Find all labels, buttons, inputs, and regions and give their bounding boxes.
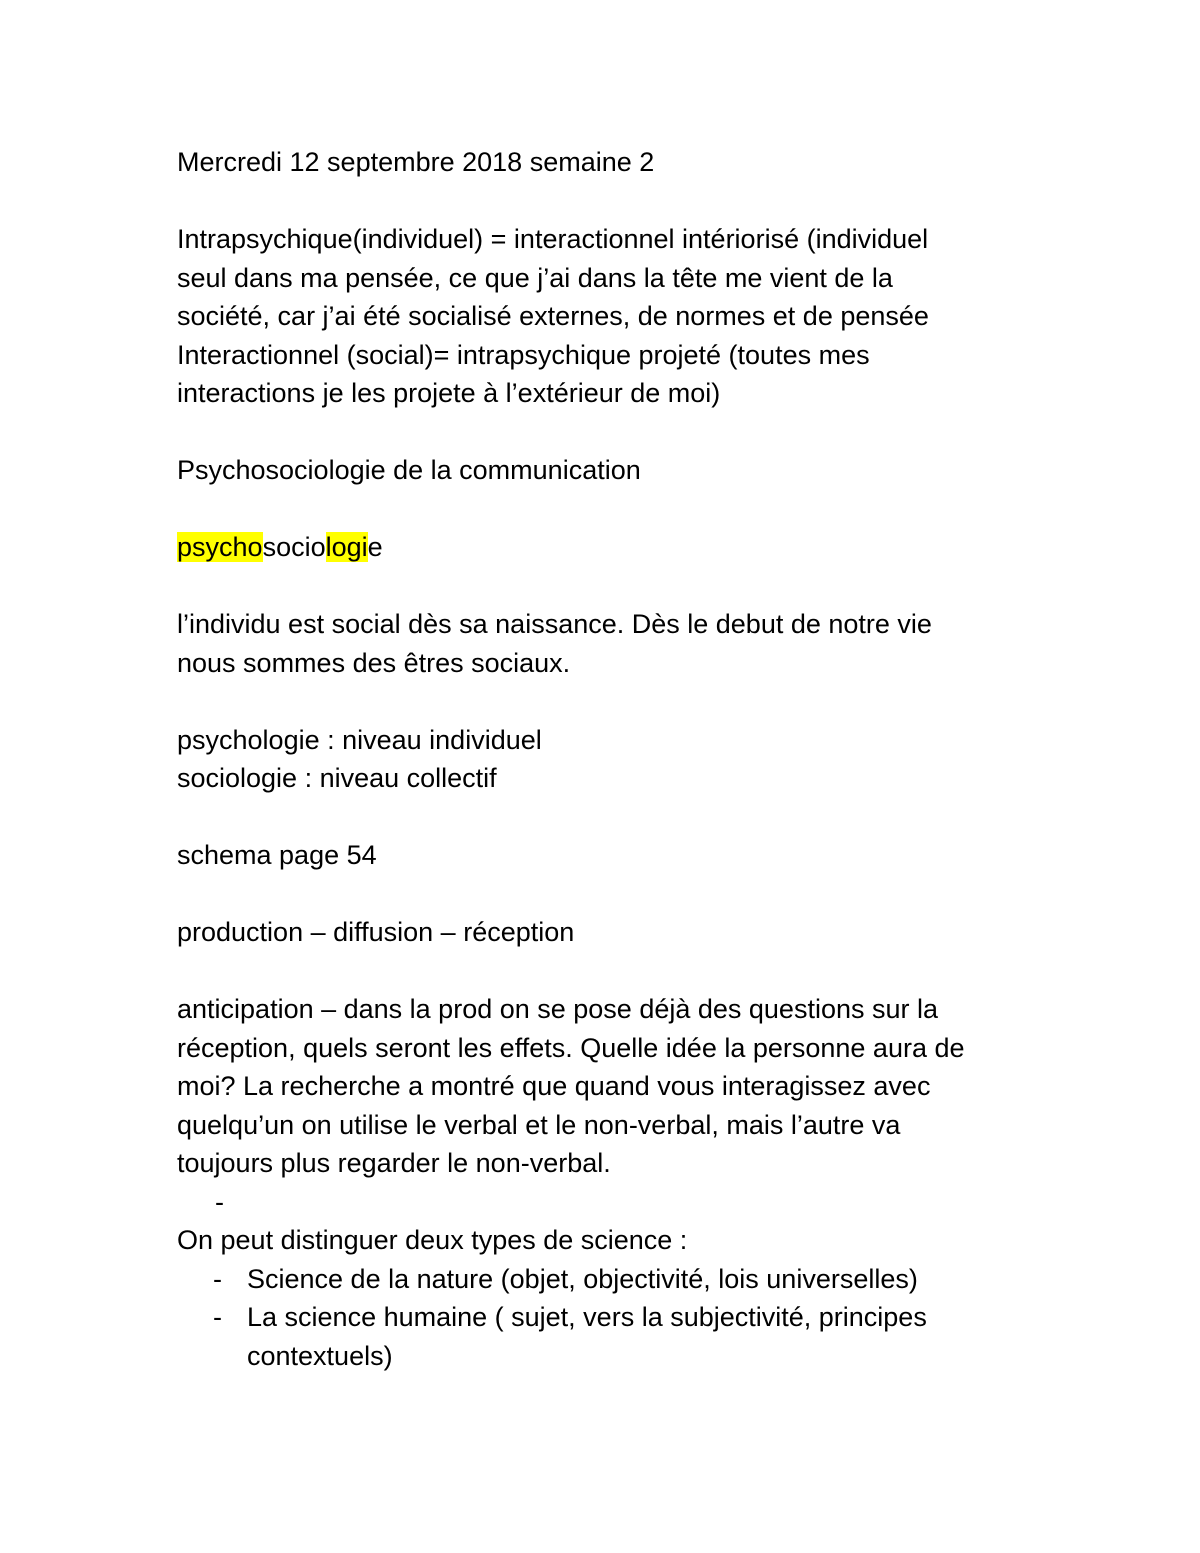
word-e: e <box>367 532 383 562</box>
text-line: Interactionnel (social)= intrapsychique projeté (toutes mes <box>177 339 870 370</box>
schema-reference: schema page 54 <box>177 840 377 870</box>
text-line: seul dans ma pensée, ce que j’ai dans la tête me vient de la <box>177 262 893 293</box>
paragraph-individu <box>177 605 1037 682</box>
flow-line: production – diffusion – réception <box>177 917 575 947</box>
word-socio: socio <box>262 532 326 562</box>
highlight-psycho: psycho <box>177 532 263 562</box>
text-line: toujours plus regarder le non-verbal. <box>177 1148 611 1178</box>
level-psychologie: psychologie : niveau individuel <box>177 724 542 755</box>
spacer <box>177 413 1037 452</box>
spacer <box>177 567 1037 606</box>
bullet-text: La science humaine ( sujet, vers la subjectivité, principes contextuels) <box>247 1302 927 1371</box>
empty-bullet-dash: - <box>215 1186 224 1217</box>
list-item <box>177 1298 1037 1375</box>
text-line: l’individu est social dès sa naissance. Dès le debut de notre vie <box>177 609 932 639</box>
text-line: société, car j’ai été socialisé externes, de normes et de pensée <box>177 301 929 331</box>
bullet-dash: - <box>213 1302 222 1332</box>
text-line: quelqu’un on utilise le verbal et le non-verbal, mais l’autre va <box>177 1109 901 1140</box>
highlight-logi: logi <box>325 532 368 562</box>
science-intro: On peut distinguer deux types de science : <box>177 1225 688 1255</box>
paragraph-intrapsychique <box>177 220 1037 413</box>
spacer <box>177 490 1037 529</box>
text-line: interactions je les projete à l’extérieur de moi) <box>177 378 721 408</box>
bullet-text: Science de la nature (objet, objectivité, lois universelles) <box>247 1263 918 1294</box>
bullet-dash: - <box>213 1263 222 1294</box>
level-sociologie: sociologie : niveau collectif <box>177 763 497 793</box>
text-line: anticipation – dans la prod on se pose déjà des questions sur la <box>177 994 939 1024</box>
list-item <box>177 1260 1037 1299</box>
spacer <box>177 182 1037 221</box>
science-bullet-list <box>177 1260 1037 1376</box>
highlighted-word <box>177 528 1037 567</box>
document-body <box>177 143 1037 1375</box>
text-line: Intrapsychique(individuel) = interactionnel intériorisé (individuel <box>177 224 929 254</box>
paragraph-anticipation <box>177 990 1037 1183</box>
date-line: Mercredi 12 septembre 2018 semaine 2 <box>177 147 655 177</box>
spacer <box>177 952 1037 991</box>
section-heading: Psychosociologie de la communication <box>177 455 641 485</box>
text-line: réception, quels seront les effets. Quelle idée la personne aura de <box>177 1032 965 1063</box>
spacer <box>177 875 1037 914</box>
spacer <box>177 798 1037 837</box>
text-line: nous sommes des êtres sociaux. <box>177 647 571 678</box>
levels-list <box>177 721 1037 798</box>
spacer <box>177 682 1037 721</box>
text-line: moi? La recherche a montré que quand vous interagissez avec <box>177 1071 931 1101</box>
